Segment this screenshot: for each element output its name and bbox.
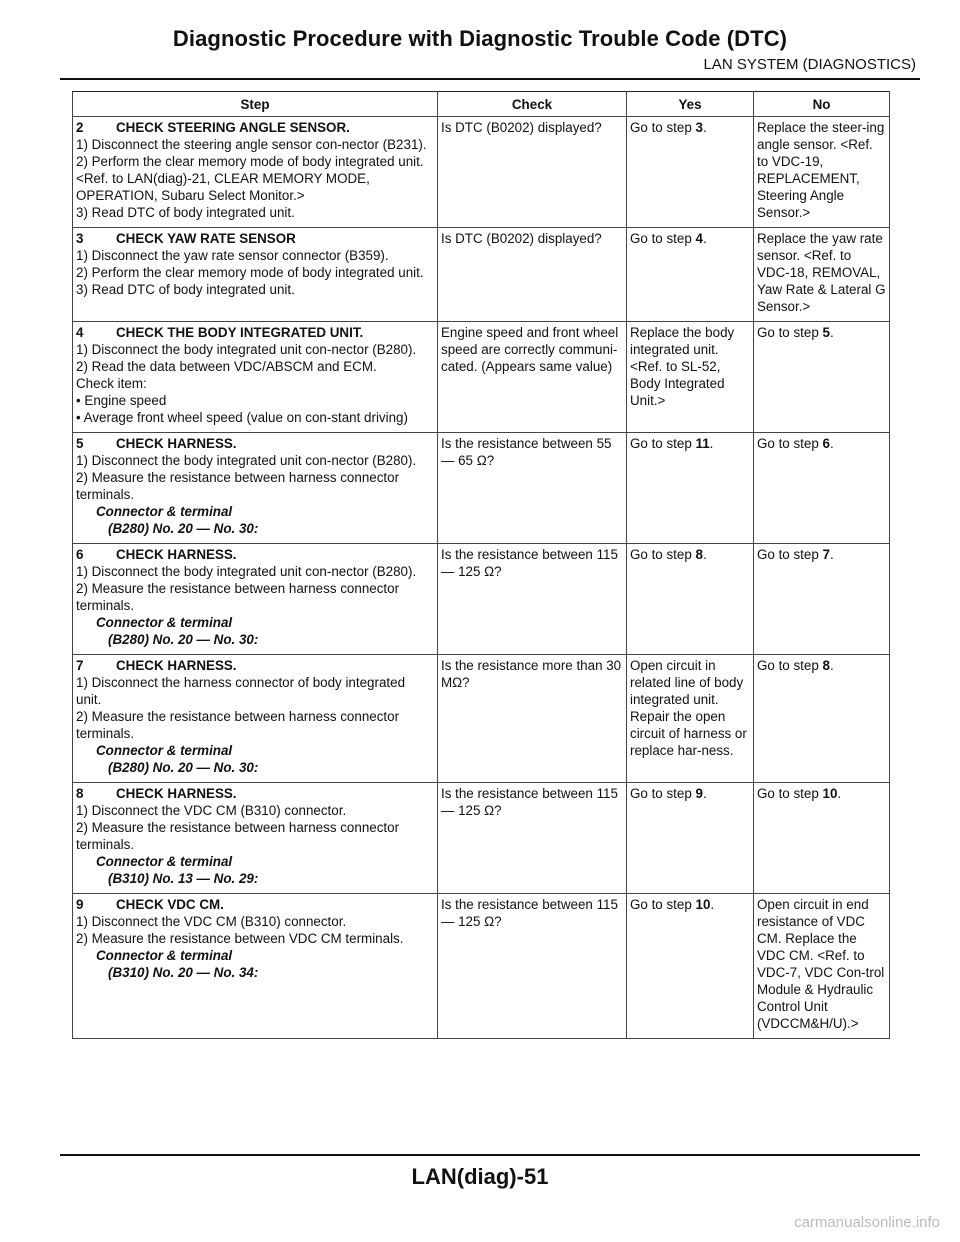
step-title: CHECK YAW RATE SENSOR bbox=[116, 231, 296, 246]
yes-step-ref: 9 bbox=[695, 786, 703, 801]
no-text: Replace the yaw rate sensor. <Ref. to VDC-18, REMOVAL, Yaw Rate & Lateral G Sensor.> bbox=[757, 231, 886, 314]
no-cell bbox=[754, 117, 890, 228]
step-title: CHECK VDC CM. bbox=[116, 897, 224, 912]
column-header-yes: Yes bbox=[627, 92, 754, 117]
step-heading bbox=[76, 658, 237, 673]
step-cell bbox=[73, 433, 438, 544]
step-instruction: 1) Disconnect the yaw rate sensor connector (B359). bbox=[76, 248, 389, 263]
watermark: carmanualsonline.info bbox=[794, 1214, 940, 1231]
connector-terminals: (B280) No. 20 — No. 30: bbox=[108, 760, 259, 775]
step-instruction: Check item: bbox=[76, 376, 147, 391]
step-title: CHECK HARNESS. bbox=[116, 658, 237, 673]
step-cell bbox=[73, 894, 438, 1039]
no-step-ref: 6 bbox=[822, 436, 830, 451]
check-cell: Is the resistance between 115 — 125 Ω? bbox=[438, 544, 627, 655]
table-row bbox=[73, 117, 890, 228]
table-row bbox=[73, 783, 890, 894]
step-instruction: 2) Read the data between VDC/ABSCM and ECM. bbox=[76, 359, 377, 374]
page-number: LAN(diag)-51 bbox=[411, 1164, 549, 1189]
no-cell: Go to step 6. bbox=[754, 433, 890, 544]
table-header-row bbox=[73, 92, 890, 117]
step-cell bbox=[73, 544, 438, 655]
step-instruction: 2) Measure the resistance between harness connector terminals. bbox=[76, 820, 400, 852]
no-text: Go to step bbox=[757, 658, 823, 673]
column-header-no: No bbox=[754, 92, 890, 117]
table-row bbox=[73, 433, 890, 544]
connector-label: Connector & terminal bbox=[96, 743, 233, 758]
yes-text: Go to step bbox=[630, 231, 696, 246]
yes-cell: Go to step 9. bbox=[627, 783, 754, 894]
yes-text: Go to step bbox=[630, 436, 696, 451]
no-text: Replace the steer-ing angle sensor. <Ref. to VDC-19, REPLACEMENT, Steering Angle Sensor.> bbox=[757, 120, 885, 220]
step-title: CHECK THE BODY INTEGRATED UNIT. bbox=[116, 325, 364, 340]
table-row bbox=[73, 544, 890, 655]
step-heading bbox=[76, 897, 224, 912]
section-subtitle: LAN SYSTEM (DIAGNOSTICS) bbox=[703, 56, 916, 73]
step-heading bbox=[76, 547, 237, 562]
step-instruction: 1) Disconnect the VDC CM (B310) connector. bbox=[76, 914, 347, 929]
diagnostic-table bbox=[72, 91, 890, 1039]
step-cell bbox=[73, 322, 438, 433]
step-number: 4 bbox=[76, 325, 84, 340]
step-instruction: 1) Disconnect the VDC CM (B310) connector. bbox=[76, 803, 347, 818]
connector-label: Connector & terminal bbox=[96, 854, 233, 869]
check-cell: Is DTC (B0202) displayed? bbox=[438, 228, 627, 322]
step-instruction: 2) Perform the clear memory mode of body integrated unit. <Ref. to LAN(diag)-21, CLEAR MEMORY MODE, OPERATION, Subaru Select Monitor.> bbox=[76, 154, 424, 203]
header-divider bbox=[60, 78, 920, 80]
step-instruction: 1) Disconnect the steering angle sensor con-nector (B231). bbox=[76, 137, 427, 152]
step-heading bbox=[76, 120, 350, 135]
step-instruction: • Average front wheel speed (value on con-stant driving) bbox=[76, 410, 408, 425]
yes-step-ref: 4 bbox=[695, 231, 703, 246]
step-instruction: 1) Disconnect the body integrated unit con-nector (B280). bbox=[76, 564, 417, 579]
footer-divider bbox=[60, 1154, 920, 1156]
step-instruction: 3) Read DTC of body integrated unit. bbox=[76, 282, 295, 297]
step-title: CHECK HARNESS. bbox=[116, 547, 237, 562]
step-number: 9 bbox=[76, 897, 84, 912]
yes-text: Go to step bbox=[630, 897, 696, 912]
table-row bbox=[73, 655, 890, 783]
no-cell: Go to step 10. bbox=[754, 783, 890, 894]
step-title: CHECK HARNESS. bbox=[116, 786, 237, 801]
step-instruction: 2) Measure the resistance between harness connector terminals. bbox=[76, 581, 400, 613]
step-cell bbox=[73, 783, 438, 894]
step-cell bbox=[73, 228, 438, 322]
no-cell: Go to step 5. bbox=[754, 322, 890, 433]
step-number: 3 bbox=[76, 231, 84, 246]
step-heading bbox=[76, 786, 237, 801]
table-row bbox=[73, 228, 890, 322]
no-cell bbox=[754, 228, 890, 322]
yes-cell bbox=[627, 322, 754, 433]
no-cell: Go to step 7. bbox=[754, 544, 890, 655]
yes-text: Go to step bbox=[630, 786, 696, 801]
connector-terminals: (B310) No. 20 — No. 34: bbox=[108, 965, 259, 980]
step-heading bbox=[76, 325, 363, 340]
yes-text: Replace the body integrated unit. <Ref. to SL-52, Body Integrated Unit.> bbox=[630, 325, 735, 408]
yes-text: Go to step bbox=[630, 547, 696, 562]
step-number: 7 bbox=[76, 658, 84, 673]
no-step-ref: 8 bbox=[822, 658, 830, 673]
step-number: 8 bbox=[76, 786, 84, 801]
check-cell: Is the resistance between 55 — 65 Ω? bbox=[438, 433, 627, 544]
yes-text: Go to step bbox=[630, 120, 696, 135]
yes-cell: Go to step 11. bbox=[627, 433, 754, 544]
connector-terminals: (B280) No. 20 — No. 30: bbox=[108, 521, 259, 536]
connector-terminals: (B310) No. 13 — No. 29: bbox=[108, 871, 259, 886]
step-instruction: 1) Disconnect the body integrated unit con-nector (B280). bbox=[76, 453, 417, 468]
yes-step-ref: 8 bbox=[695, 547, 703, 562]
table-row bbox=[73, 894, 890, 1039]
step-heading bbox=[76, 436, 237, 451]
check-cell: Is DTC (B0202) displayed? bbox=[438, 117, 627, 228]
yes-cell: Go to step 4. bbox=[627, 228, 754, 322]
connector-label: Connector & terminal bbox=[96, 615, 233, 630]
step-instruction: 3) Read DTC of body integrated unit. bbox=[76, 205, 295, 220]
step-heading bbox=[76, 231, 296, 246]
no-cell: Go to step 8. bbox=[754, 655, 890, 783]
step-instruction: 1) Disconnect the body integrated unit con-nector (B280). bbox=[76, 342, 417, 357]
no-text: Open circuit in end resistance of VDC CM. Replace the VDC CM. <Ref. to VDC-7, VDC Con-trol Module & Hydraulic Control Unit (VDCCM&H/U).> bbox=[757, 897, 885, 1031]
yes-step-ref: 10 bbox=[695, 897, 711, 912]
table-row bbox=[73, 322, 890, 433]
step-instruction: • Engine speed bbox=[76, 393, 167, 408]
step-cell bbox=[73, 117, 438, 228]
yes-step-ref: 3 bbox=[695, 120, 703, 135]
no-text: Go to step bbox=[757, 325, 823, 340]
step-cell bbox=[73, 655, 438, 783]
step-instruction: 2) Measure the resistance between harness connector terminals. bbox=[76, 709, 400, 741]
no-cell bbox=[754, 894, 890, 1039]
no-text: Go to step bbox=[757, 547, 823, 562]
no-step-ref: 7 bbox=[822, 547, 830, 562]
check-cell: Is the resistance more than 30 MΩ? bbox=[438, 655, 627, 783]
yes-cell: Go to step 3. bbox=[627, 117, 754, 228]
step-number: 2 bbox=[76, 120, 84, 135]
step-title: CHECK HARNESS. bbox=[116, 436, 237, 451]
step-instruction: 2) Perform the clear memory mode of body integrated unit. bbox=[76, 265, 424, 280]
check-cell: Is the resistance between 115 — 125 Ω? bbox=[438, 894, 627, 1039]
yes-cell bbox=[627, 655, 754, 783]
yes-text: Open circuit in related line of body integrated unit. Repair the open circuit of harness or replace har-ness. bbox=[630, 658, 747, 758]
yes-step-ref: 11 bbox=[695, 436, 710, 451]
yes-cell: Go to step 10. bbox=[627, 894, 754, 1039]
step-number: 6 bbox=[76, 547, 84, 562]
no-text: Go to step bbox=[757, 436, 823, 451]
no-text: Go to step bbox=[757, 786, 823, 801]
column-header-step: Step bbox=[73, 92, 438, 117]
step-instruction: 1) Disconnect the harness connector of body integrated unit. bbox=[76, 675, 406, 707]
yes-cell: Go to step 8. bbox=[627, 544, 754, 655]
step-number: 5 bbox=[76, 436, 84, 451]
step-title: CHECK STEERING ANGLE SENSOR. bbox=[116, 120, 350, 135]
connector-label: Connector & terminal bbox=[96, 948, 233, 963]
connector-terminals: (B280) No. 20 — No. 30: bbox=[108, 632, 259, 647]
page-title: Diagnostic Procedure with Diagnostic Trouble Code (DTC) bbox=[172, 26, 788, 51]
step-instruction: 2) Measure the resistance between VDC CM terminals. bbox=[76, 931, 404, 946]
table-body bbox=[73, 117, 890, 1039]
no-step-ref: 10 bbox=[822, 786, 838, 801]
step-instruction: 2) Measure the resistance between harness connector terminals. bbox=[76, 470, 400, 502]
connector-label: Connector & terminal bbox=[96, 504, 233, 519]
column-header-check: Check bbox=[438, 92, 627, 117]
check-cell: Engine speed and front wheel speed are correctly communi-cated. (Appears same value) bbox=[438, 322, 627, 433]
no-step-ref: 5 bbox=[822, 325, 830, 340]
check-cell: Is the resistance between 115 — 125 Ω? bbox=[438, 783, 627, 894]
